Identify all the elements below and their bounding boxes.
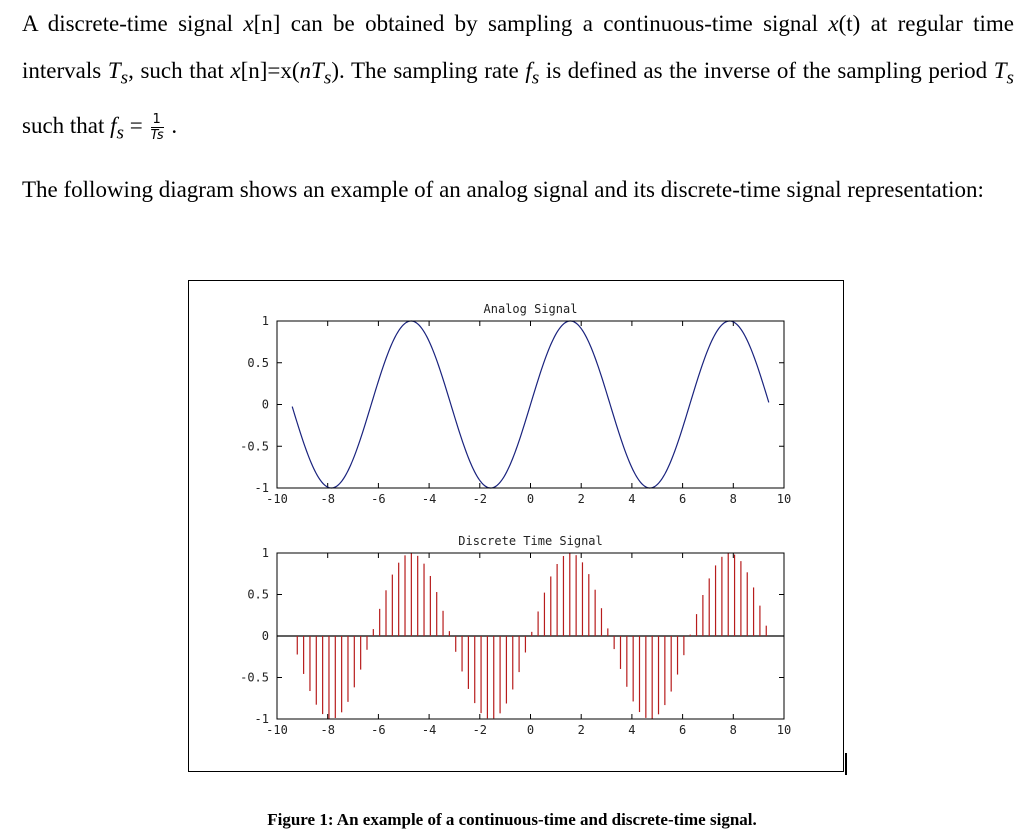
x-tick-label: -2 (472, 723, 488, 737)
y-tick-label: -1 (254, 712, 269, 726)
x-tick-label: -10 (266, 723, 288, 737)
y-tick-label: -1 (254, 481, 269, 495)
discrete-signal-chart (240, 534, 791, 737)
x-tick-label: 8 (729, 723, 737, 737)
y-tick-label: 0 (261, 397, 269, 412)
x-tick-label: 2 (577, 723, 585, 737)
y-tick-label: 0 (261, 629, 269, 643)
figure-frame-edge (845, 753, 847, 775)
analog-sine-curve (292, 321, 769, 488)
y-tick-label: -0.5 (240, 670, 269, 685)
x-tick-label: -4 (421, 723, 437, 737)
figure-frame (188, 280, 844, 772)
fraction-one-over-ts: $\frac{1}{Ts}$ (150, 111, 164, 143)
x-tick-label: -10 (266, 492, 288, 506)
y-tick-label: 0.5 (247, 587, 269, 602)
x-tick-label: 10 (776, 723, 792, 737)
x-tick-label: 8 (729, 492, 737, 506)
y-tick-label: 0.5 (247, 355, 269, 370)
y-tick-label: -0.5 (240, 439, 269, 454)
analog-signal-chart (240, 302, 791, 506)
x-tick-label: 4 (628, 492, 636, 506)
x-tick-label: -6 (371, 723, 386, 737)
x-tick-label: 2 (577, 492, 585, 506)
x-tick-label: -6 (371, 492, 386, 506)
x-tick-label: 6 (678, 492, 687, 506)
figure-caption: Figure 1: An example of a continuous-time and discrete-time signal. (267, 810, 757, 829)
chart-title: Discrete Time Signal (458, 534, 603, 548)
x-tick-label: 6 (678, 723, 687, 737)
x-tick-label: -2 (472, 492, 488, 506)
intro-paragraph: A discrete-time signal x[n] can be obtained by sampling a continuous-time signal x(t) at regular time intervals $T_s$, such that $x[n]=x(nT_s)$. The sampling rate $f_s$ is defined as the inverse of the sampling period $T_s$ such that $f_s$ = $\frac{1}{Ts}$ . (22, 11, 1015, 144)
chart-title: Analog Signal (483, 302, 578, 316)
x-tick-label: 10 (776, 492, 792, 506)
x-tick-label: 4 (628, 723, 636, 737)
figure-plots (189, 281, 842, 770)
x-tick-label: 0 (526, 723, 535, 737)
y-tick-label: 1 (261, 546, 269, 560)
x-tick-label: -8 (320, 492, 335, 506)
x-tick-label: -8 (320, 723, 335, 737)
x-tick-label: -4 (421, 492, 437, 506)
x-tick-label: 0 (526, 492, 535, 506)
diagram-intro-paragraph: The following diagram shows an example of an analog signal and its discrete-time signal representation: (22, 177, 984, 202)
y-tick-label: 1 (261, 314, 269, 328)
